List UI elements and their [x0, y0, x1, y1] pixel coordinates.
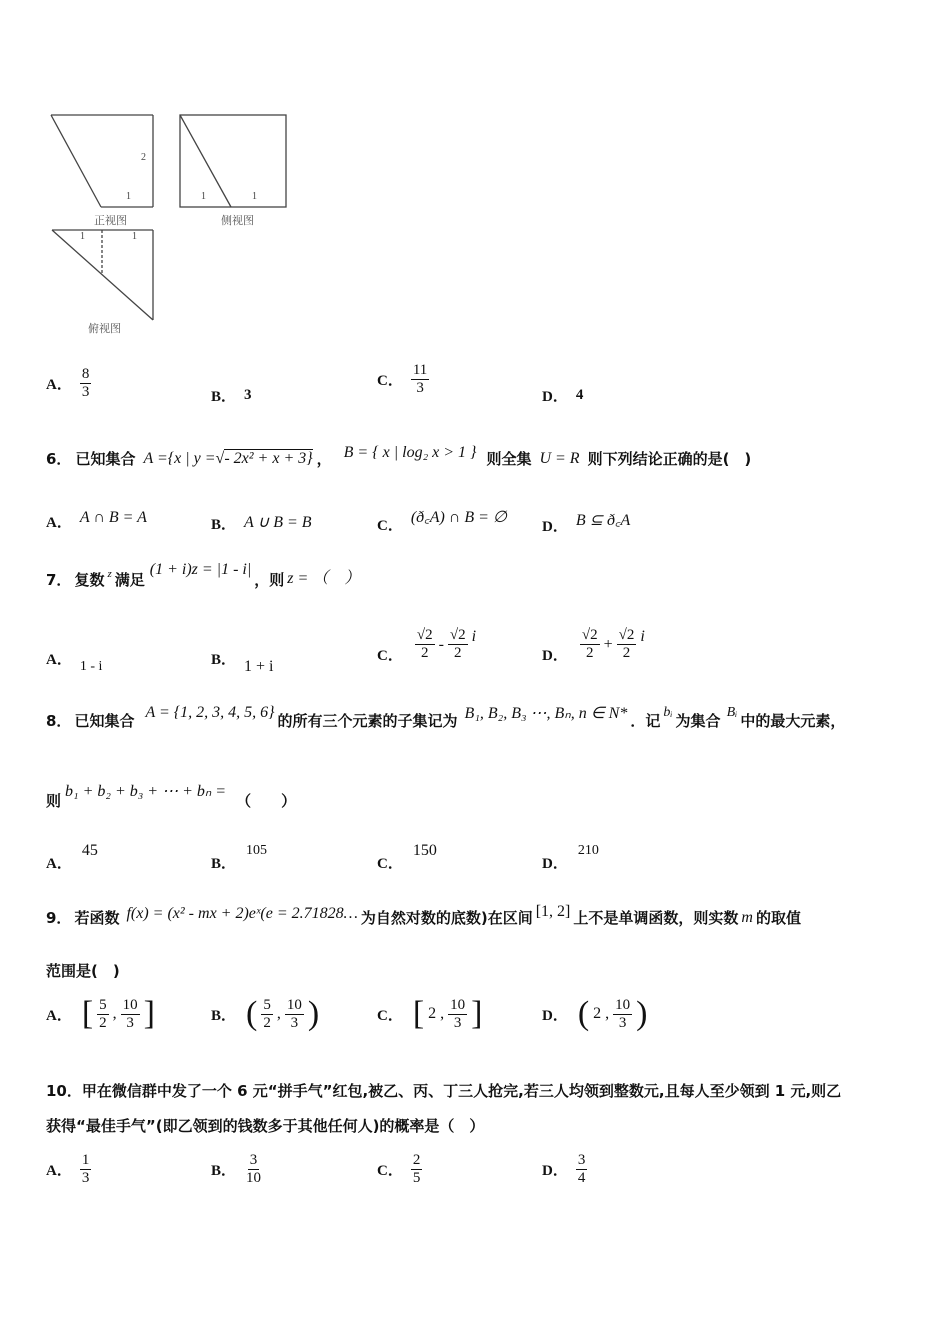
denominator: 2 [622, 645, 631, 661]
q10-stem-line1: 10．甲在微信群中发了一个 6 元“拼手气”红包,被乙、丙、丁三人抢完,若三人均领到整数元,且每人至少领到 1 元,则乙 [46, 1082, 842, 1100]
q10-stem-line2: 获得“最佳手气”(即乙领到的钱数多于其他任何人)的概率是（ ） [46, 1117, 485, 1135]
option-expr: B ⊆ ð꜀A [575, 512, 631, 529]
comma: , [276, 1005, 281, 1022]
option-expr: 1 - i [79, 658, 103, 674]
numerator: 10 [122, 996, 138, 1013]
denominator: 2 [454, 645, 462, 661]
option-label: B． [211, 1163, 237, 1179]
imag-unit: i [640, 627, 645, 645]
stem-text: ，则 [254, 571, 285, 589]
option-label: C． [377, 856, 403, 872]
set-a-left: A ={x | y = [143, 449, 216, 467]
stem-text: 为集合 [675, 712, 721, 730]
stem-text: 的所有三个元素的子集记为 [277, 712, 458, 730]
option-label: B． [211, 389, 237, 405]
side-view-label: 侧视图 [221, 214, 254, 227]
comma: , [605, 1005, 610, 1022]
q7-option-b[interactable] [211, 648, 274, 675]
left-bracket: [ [412, 995, 425, 1032]
denominator: 10 [246, 1170, 262, 1186]
var-m: m [741, 908, 753, 926]
fraction [576, 1152, 588, 1187]
option-label: A． [46, 856, 72, 872]
option-label: B． [211, 856, 237, 872]
fraction [121, 997, 140, 1032]
right-bracket: ] [471, 995, 483, 1032]
lower-bound: 2 [428, 1005, 437, 1022]
numerator: 10 [450, 996, 466, 1013]
operator: + [603, 635, 613, 653]
option-label: C． [377, 517, 403, 534]
fraction [411, 362, 429, 397]
option-value: 45 [81, 841, 98, 859]
q10-option-d[interactable] [542, 1152, 587, 1187]
q6-option-b[interactable] [211, 513, 312, 534]
q6-stem [46, 443, 752, 469]
stem-text: 中的最大元素， [740, 712, 846, 730]
fraction [415, 627, 435, 662]
q5-option-b[interactable] [211, 385, 252, 406]
var-z: z [107, 567, 112, 580]
denominator: 3 [81, 384, 90, 400]
denominator: 2 [585, 645, 594, 661]
denominator: 5 [412, 1170, 421, 1186]
stem-text: 上不是单调函数，则实数 [573, 909, 739, 927]
denominator: 2 [99, 1014, 107, 1031]
stem-text: 满足 [114, 571, 145, 589]
question-number: 6． [46, 450, 72, 468]
option-value: 3 [244, 387, 252, 403]
option-value: 4 [575, 387, 584, 403]
stem-text: 若函数 [74, 909, 120, 927]
numerator: √2 [416, 627, 433, 643]
q8-option-a[interactable] [46, 840, 98, 872]
fraction [448, 997, 467, 1032]
option-label: B． [211, 517, 237, 533]
stem-text: （ ） [236, 792, 297, 810]
q8-stem-line2 [46, 780, 297, 810]
option-label: C． [377, 1007, 403, 1024]
fraction [80, 1152, 92, 1187]
option-label: C． [377, 648, 403, 664]
numerator: 3 [249, 1152, 258, 1168]
option-expr: (ð꜀A) ∩ B = ∅ [410, 509, 507, 526]
option-label: A． [46, 377, 72, 393]
option-label: D． [542, 1163, 568, 1179]
subsets-expr: B₁, B₂, B₃ ⋯, Bₙ, n ∈ N* [464, 704, 628, 722]
denominator: 3 [618, 1014, 627, 1031]
option-label: C． [377, 1163, 403, 1179]
stem-text: 范围是( ) [46, 962, 120, 980]
set-a-radicand: - 2x² + x + 3} [224, 449, 313, 467]
stem-text: 则 [46, 792, 62, 810]
fraction [244, 1152, 263, 1187]
front-view-label: 正视图 [94, 214, 127, 227]
q10-option-a[interactable] [46, 1152, 91, 1187]
right-paren: ) [307, 995, 320, 1032]
question-number: 9． [46, 909, 72, 927]
stem-text: 复数 [74, 571, 105, 589]
denominator: 3 [126, 1014, 134, 1031]
Bi-expr: Bᵢ [726, 704, 738, 720]
stem-text: 则下列结论正确的是( ) [587, 450, 752, 468]
question-number: 7． [46, 571, 72, 589]
option-expr: 1 + i [244, 657, 274, 675]
operator: - [438, 635, 444, 653]
option-label: A． [46, 1163, 72, 1179]
fraction [261, 997, 273, 1032]
stem-text: 的取值 [755, 909, 801, 927]
option-label: B． [211, 652, 237, 668]
denominator: 3 [416, 380, 424, 396]
q5-option-d[interactable] [542, 385, 583, 406]
top-dim-right: 1 [132, 231, 137, 242]
q6-option-d[interactable] [542, 508, 631, 535]
numerator: 11 [412, 362, 428, 378]
top-view-label: 俯视图 [88, 322, 121, 335]
q10-option-b[interactable] [211, 1152, 263, 1187]
stem-text: 已知集合 [74, 712, 135, 730]
option-value: 150 [412, 841, 437, 859]
q8-option-d[interactable] [542, 840, 599, 872]
sqrt-sign: √ [215, 449, 225, 467]
q6-option-c[interactable] [377, 505, 507, 534]
q8-stem [46, 703, 846, 731]
option-label: A． [46, 515, 72, 531]
bi-expr: bᵢ [663, 704, 673, 720]
fraction [580, 627, 600, 662]
q7-option-a[interactable] [46, 648, 103, 674]
left-paren: ( [246, 995, 258, 1032]
interval-expr: [1, 2] [535, 902, 571, 920]
fraction [97, 997, 109, 1032]
option-label: B． [211, 1007, 237, 1024]
q9-stem [46, 902, 801, 928]
fraction [613, 997, 632, 1032]
numerator: 2 [412, 1152, 421, 1168]
sum-expr: b₁ + b₂ + b₃ + ⋯ + bₙ = [65, 782, 227, 800]
question-expr: z = （ ） [287, 570, 361, 587]
denominator: 2 [263, 1014, 271, 1031]
option-label: D． [542, 1007, 568, 1024]
q6-option-a[interactable] [46, 508, 147, 532]
q7-stem [46, 560, 361, 591]
question-number: 8． [46, 712, 72, 730]
set-a-expr: A = {1, 2, 3, 4, 5, 6} [145, 703, 275, 721]
q9-stem-line2 [46, 960, 120, 981]
q5-option-c[interactable] [377, 362, 429, 397]
numerator: 8 [81, 366, 90, 382]
front-dim-height: 2 [141, 152, 146, 163]
set-b-expr: B = { x | log₂ x > 1 } [343, 443, 477, 461]
fraction [285, 997, 304, 1032]
side-dim-right: 1 [252, 191, 257, 202]
q8-option-b[interactable] [211, 840, 268, 872]
comma: , [112, 1005, 117, 1022]
denominator: 3 [453, 1014, 462, 1031]
side-view-drawing [180, 115, 286, 207]
numerator: 10 [286, 996, 302, 1013]
option-label: A． [46, 1007, 72, 1024]
q9-option-d[interactable] [542, 995, 648, 1033]
stem-text: 为自然对数的底数)在区间 [360, 909, 533, 927]
option-value: 210 [577, 842, 599, 858]
option-expr: A ∪ B = B [244, 513, 312, 531]
stem-text: ．记 [630, 712, 661, 730]
front-view-drawing [51, 115, 153, 207]
three-view-figures [40, 105, 300, 340]
right-paren: ) [636, 995, 648, 1032]
numerator: 5 [263, 996, 271, 1013]
left-bracket: [ [81, 995, 94, 1032]
numerator: 3 [577, 1152, 586, 1168]
side-dim-left: 1 [201, 191, 206, 202]
q9-option-c[interactable] [377, 995, 483, 1033]
numerator: 10 [615, 996, 631, 1013]
top-dim-left: 1 [80, 231, 85, 242]
left-paren: ( [577, 995, 590, 1032]
numerator: √2 [581, 627, 598, 643]
denominator: 4 [577, 1170, 586, 1186]
function-expr: f(x) = (x² - mx + 2)eˣ(e = 2.71828… [126, 904, 358, 922]
numerator: √2 [449, 627, 466, 643]
condition-expr: (1 + i)z = |1 - i| [149, 560, 252, 578]
option-expr: A ∩ B = A [79, 508, 147, 526]
numerator: 5 [99, 996, 107, 1013]
comma: ， [316, 450, 332, 468]
option-label: A． [46, 652, 72, 668]
universe-expr: U = R [539, 449, 580, 467]
imag-unit: i [471, 627, 477, 645]
denominator: 2 [420, 645, 429, 661]
front-dim-bottom: 1 [126, 191, 131, 202]
numerator: 1 [81, 1152, 90, 1168]
stem-text: 则全集 [486, 450, 532, 468]
q8-option-c[interactable] [377, 840, 437, 872]
option-label: D． [542, 389, 568, 405]
top-view-drawing [52, 230, 153, 320]
fraction [448, 627, 468, 662]
fraction [80, 366, 92, 401]
option-label: D． [542, 856, 568, 872]
option-value: 105 [246, 842, 268, 858]
lower-bound: 2 [593, 1005, 602, 1022]
q9-option-a[interactable] [46, 995, 155, 1033]
option-label: C． [377, 373, 403, 389]
numerator: √2 [618, 627, 635, 643]
q5-option-a[interactable] [46, 366, 91, 401]
denominator: 3 [81, 1170, 90, 1186]
comma: , [440, 1005, 445, 1022]
option-label: D． [542, 648, 568, 664]
q7-option-d[interactable] [542, 627, 645, 662]
q9-option-b[interactable] [211, 995, 319, 1033]
fraction [411, 1152, 423, 1187]
stem-text: 已知集合 [75, 450, 136, 468]
option-label: D． [542, 518, 568, 535]
denominator: 3 [290, 1014, 299, 1031]
fraction [617, 627, 637, 662]
set-a-expr [143, 450, 312, 468]
right-bracket: ] [143, 995, 155, 1032]
q7-option-c[interactable] [377, 627, 476, 662]
q10-option-c[interactable] [377, 1152, 422, 1187]
